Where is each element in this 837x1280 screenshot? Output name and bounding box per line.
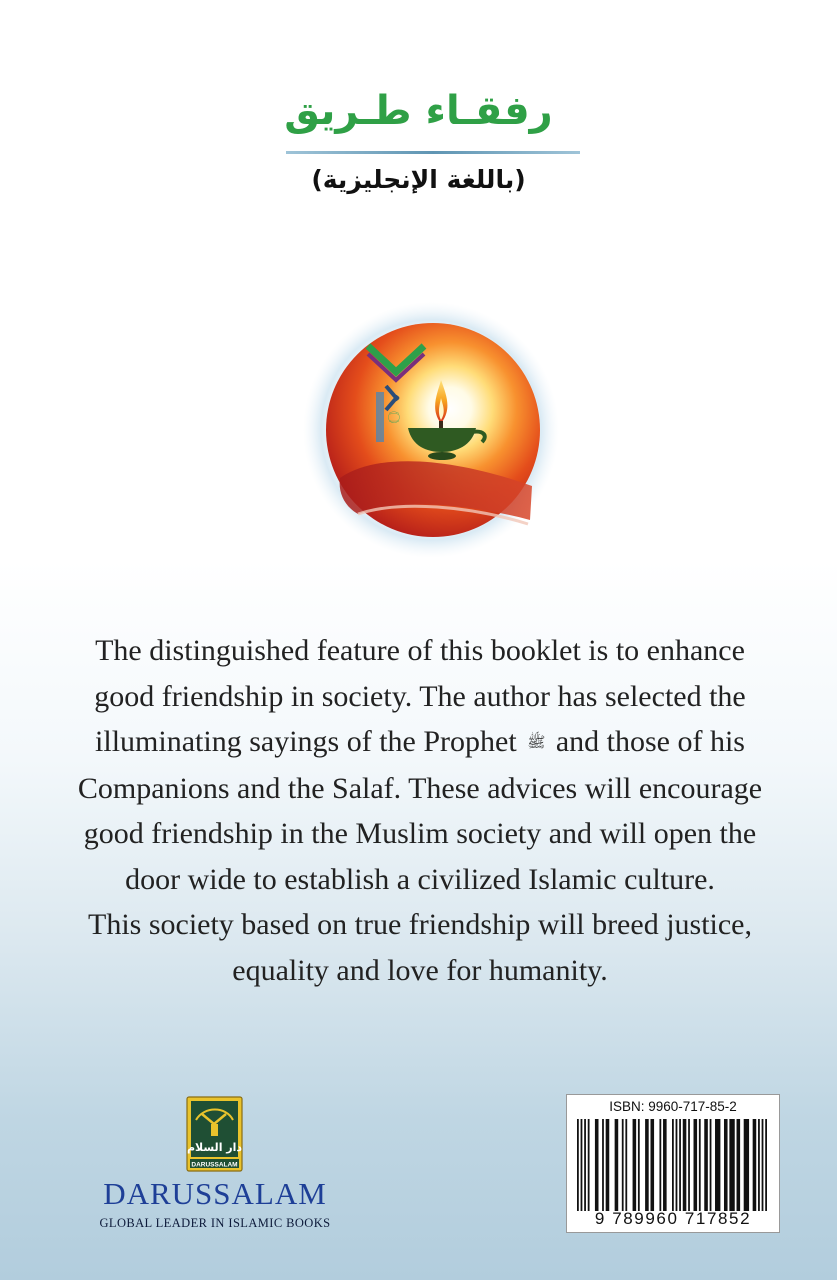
description-line: good friendship in the Muslim society and will open the bbox=[83, 817, 757, 850]
barcode-bar bbox=[663, 1119, 667, 1211]
barcode-bar bbox=[683, 1119, 687, 1211]
barcode-bar bbox=[737, 1119, 741, 1211]
barcode-bar bbox=[581, 1119, 583, 1211]
barcode-bar bbox=[710, 1119, 712, 1211]
barcode-bar bbox=[753, 1119, 757, 1211]
description-line: door wide to establish a civilized Islamic culture. bbox=[125, 862, 715, 896]
barcode-bar bbox=[584, 1119, 586, 1211]
oil-lamp-quran-emblem-icon bbox=[300, 300, 560, 560]
description-text: and those of his bbox=[555, 725, 745, 758]
barcode-bar bbox=[645, 1119, 649, 1211]
barcode-bar bbox=[762, 1119, 764, 1211]
barcode-bar bbox=[650, 1119, 654, 1211]
barcode-bar bbox=[606, 1119, 610, 1211]
logo-arabic-text: دار السلام bbox=[186, 1141, 243, 1154]
barcode-bar bbox=[595, 1119, 599, 1211]
barcode-bar bbox=[638, 1119, 640, 1211]
publisher-tagline: GLOBAL LEADER IN ISLAMIC BOOKS bbox=[99, 1216, 331, 1230]
barcode-bar bbox=[615, 1119, 619, 1211]
barcode-bar bbox=[672, 1119, 674, 1211]
salawat-symbol: ﷺ bbox=[527, 733, 546, 751]
publisher-name: DARUSSALAM bbox=[103, 1176, 327, 1211]
barcode-bar bbox=[724, 1119, 728, 1211]
description-text: illuminating sayings of the Prophet bbox=[95, 725, 517, 758]
description-line: The distinguished feature of this booklet is to enhance bbox=[95, 634, 745, 667]
barcode-bar bbox=[699, 1119, 701, 1211]
barcode-bar bbox=[715, 1119, 720, 1211]
barcode-bar bbox=[758, 1119, 760, 1211]
isbn-label: ISBN: 9960-717-85-2 bbox=[609, 1099, 737, 1114]
darussalam-logo-icon bbox=[186, 1096, 243, 1172]
description-line: Companions and the Salaf. These advices will encourage bbox=[77, 771, 763, 805]
description-line: equality and love for humanity. bbox=[232, 953, 608, 987]
description-line: This society based on true friendship will breed justice, bbox=[88, 908, 752, 941]
svg-text:۝: ۝ bbox=[388, 401, 400, 425]
book-description bbox=[70, 628, 770, 993]
barcode-bar bbox=[729, 1119, 734, 1211]
barcode-bar bbox=[744, 1119, 749, 1211]
barcode-bar bbox=[765, 1119, 767, 1211]
barcode-bar bbox=[694, 1119, 698, 1211]
barcode-bar bbox=[676, 1119, 678, 1211]
barcode-bar bbox=[602, 1119, 604, 1211]
barcode-bar bbox=[577, 1119, 579, 1211]
barcode-bar bbox=[588, 1119, 590, 1211]
logo-label: DARUSSALAM bbox=[191, 1161, 238, 1169]
arabic-title: رفقـاء طـريق bbox=[284, 88, 553, 134]
barcode-bar bbox=[633, 1119, 637, 1211]
barcode-bar bbox=[625, 1119, 627, 1211]
description-line bbox=[70, 719, 770, 766]
isbn-barcode bbox=[566, 1094, 780, 1233]
barcode-bar bbox=[622, 1119, 624, 1211]
barcode-bar bbox=[704, 1119, 708, 1211]
arabic-subtitle: (باللغة الإنجليزية) bbox=[311, 165, 526, 194]
barcode-bar bbox=[688, 1119, 690, 1211]
barcode-digits: 9 789960 717852 bbox=[594, 1209, 752, 1228]
barcode-bar bbox=[659, 1119, 661, 1211]
description-line: good friendship in society. The author has selected the bbox=[94, 679, 746, 713]
barcode-bar bbox=[679, 1119, 681, 1211]
barcode-bars bbox=[577, 1119, 767, 1211]
title-underline bbox=[286, 151, 580, 154]
